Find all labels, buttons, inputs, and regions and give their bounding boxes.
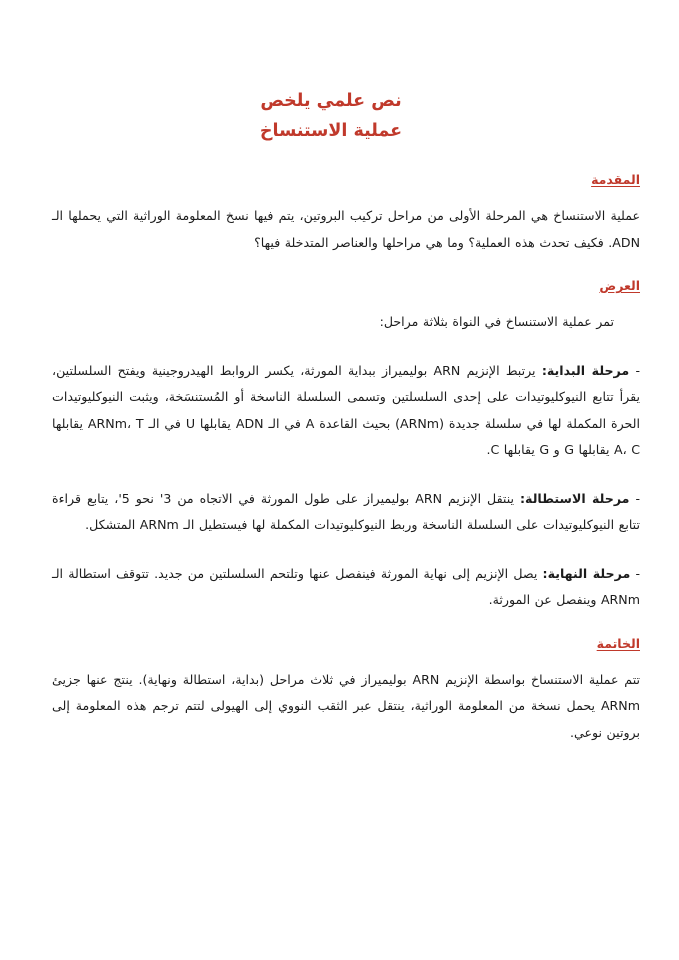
stage-paragraph-termination [52, 561, 640, 614]
stage-text-elongation: ينتقل الإنزيم ARN بوليميراز على طول المورثة في الاتجاه من 3' نحو 5'، يتابع قراءة تتابع النيوكليوتيدات على السلسلة الناسخة وربط النيوكليوتيدات المكملة لها فيستطيل الـ ARNm المتشكل. [52, 490, 640, 532]
stage-text-termination: يصل الإنزيم إلى نهاية المورثة فينفصل عنها وتلتحم السلسلتين من جديد. تتوقف استطالة الـ ARNm وينفصل عن المورثة. [52, 565, 640, 607]
section-conclusion [52, 636, 640, 747]
section-heading-introduction: المقدمة [591, 172, 640, 187]
conclusion-paragraph: تتم عملية الاستنساخ بواسطة الإنزيم ARN بوليميراز في ثلاث مراحل (بداية، استطالة ونهاية). ينتج عنها جزيئ ARNm يحمل نسخة من المعلومة الوراثية، ينتقل عبر الثقب النووي إلى الهيولى لتتم ترجم هذه المعلومة إلى بروتين نوعي. [52, 671, 640, 740]
document-content [52, 86, 640, 768]
stage-term-beginning: مرحلة البداية: [541, 362, 630, 378]
stage-paragraph-beginning [52, 358, 640, 464]
introduction-paragraph: عملية الاستنساخ هي المرحلة الأولى من مراحل تركيب البروتين، يتم فيها نسخ المعلومة الوراثية التي يحملها الـ ADN. فكيف تحدث هذه العملية؟ وما هي مراحلها والعناصر المتدخلة فيها؟ [52, 208, 640, 250]
document-title [52, 86, 640, 146]
section-heading-body: العرض [599, 278, 640, 293]
section-body [52, 278, 640, 614]
stage-term-elongation: مرحلة الاستطالة: [520, 490, 630, 506]
stage-text-beginning: يرتبط الإنزيم ARN بوليميراز ببداية المورثة، يكسر الروابط الهيدروجينية ويفتح السلسلتين، يقرأ تتابع النيوكليوتيدات على إحدى السلسلتين وتسمى السلسلة الناسخة أو المُستنسَخة، ويثبت النيوكليوتيدات الحرة المكملة لها في سلسلة جديدة (ARNm) بحيث القاعدة A في الـ ADN يقابلها U في الـ ARNm، T يقابلها A، C يقابلها G و G يقابلها C. [52, 362, 641, 457]
section-introduction [52, 172, 640, 256]
title-line-1: نص علمي يلخص [260, 91, 402, 111]
title-line-2: عملية الاستنساخ [259, 121, 403, 141]
stage-marker-termination: - [635, 565, 640, 581]
body-lead-line: تمر عملية الاستنساخ في النواة بثلاثة مراحل: [379, 314, 614, 329]
stage-term-termination: مرحلة النهاية: [542, 565, 631, 581]
stage-marker-elongation: - [635, 490, 640, 506]
stage-paragraph-elongation [52, 486, 640, 539]
section-heading-conclusion: الخاتمة [596, 635, 640, 651]
stage-marker-beginning: - [635, 362, 641, 378]
